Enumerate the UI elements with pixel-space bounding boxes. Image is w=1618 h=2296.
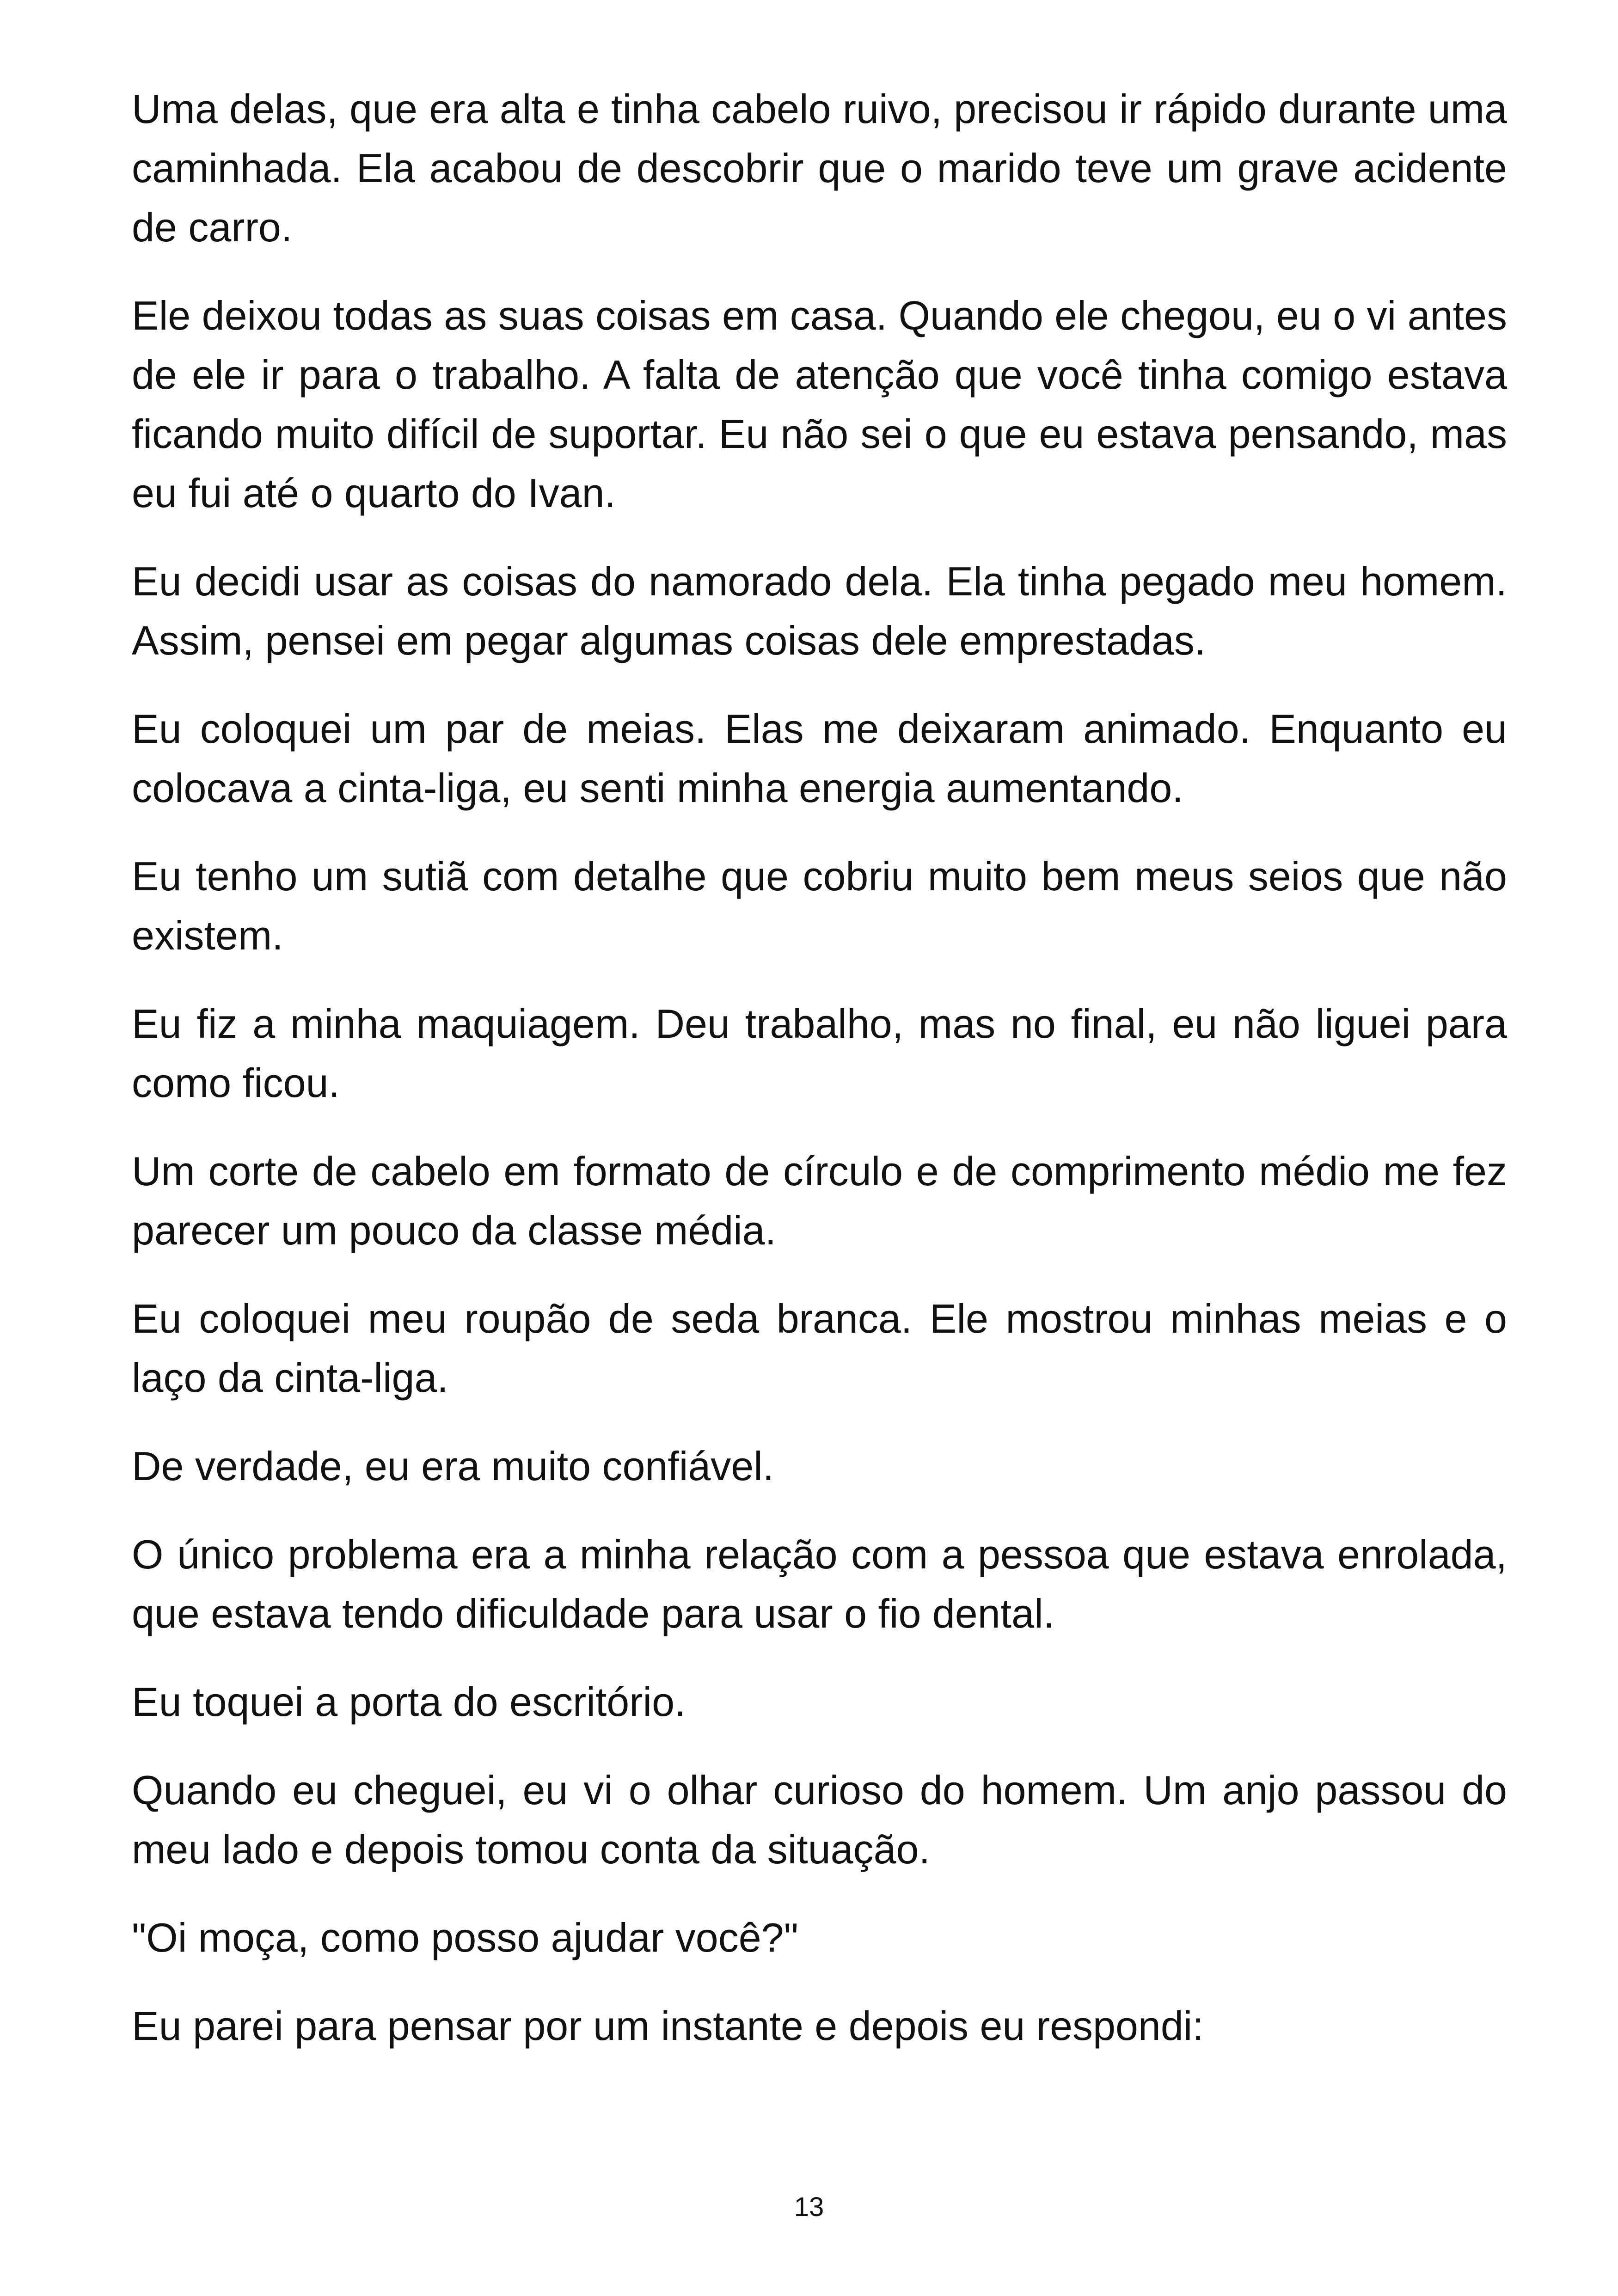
paragraph-4: Eu coloquei um par de meias. Elas me deixaram animado. Enquanto eu colocava a cinta-liga, eu senti minha energia aumentando. [132,706,1507,811]
paragraph-12: Quando eu cheguei, eu vi o olhar curioso do homem. Um anjo passou do meu lado e depois tomou conta da situação. [132,1767,1507,1872]
page-number: 13 [794,2192,824,2222]
paragraph-11: Eu toquei a porta do escritório. [132,1679,686,1725]
paragraph-7: Um corte de cabelo em formato de círculo e de comprimento médio me fez parecer um pouco da classe média. [132,1148,1507,1253]
paragraph-9: De verdade, eu era muito confiável. [132,1443,774,1489]
paragraph-2: Ele deixou todas as suas coisas em casa. Quando ele chegou, eu o vi antes de ele ir para o trabalho. A falta de atenção que você tinha comigo estava ficando muito difícil de suportar. Eu não sei o que eu estava pensando, mas eu fui até o quarto do Ivan. [132,293,1507,516]
page-body [132,80,1507,2085]
paragraph-10: O único problema era a minha relação com a pessoa que estava enrolada, que estava tendo dificuldade para usar o fio dental. [132,1531,1507,1636]
paragraph-5: Eu tenho um sutiã com detalhe que cobriu muito bem meus seios que não existem. [132,853,1507,958]
paragraph-6: Eu fiz a minha maquiagem. Deu trabalho, mas no final, eu não liguei para como ficou. [132,1001,1507,1106]
paragraph-13: "Oi moça, como posso ajudar você?" [132,1915,798,1960]
paragraph-8: Eu coloquei meu roupão de seda branca. Ele mostrou minhas meias e o laço da cinta-liga. [132,1296,1507,1401]
paragraph-14: Eu parei para pensar por um instante e depois eu respondi: [132,2003,1204,2049]
paragraph-1: Uma delas, que era alta e tinha cabelo ruivo, precisou ir rápido durante uma caminhada. Ela acabou de descobrir que o marido teve um grave acidente de carro. [132,86,1507,250]
paragraph-3: Eu decidi usar as coisas do namorado dela. Ela tinha pegado meu homem. Assim, pensei em pegar algumas coisas dele emprestadas. [132,558,1507,663]
